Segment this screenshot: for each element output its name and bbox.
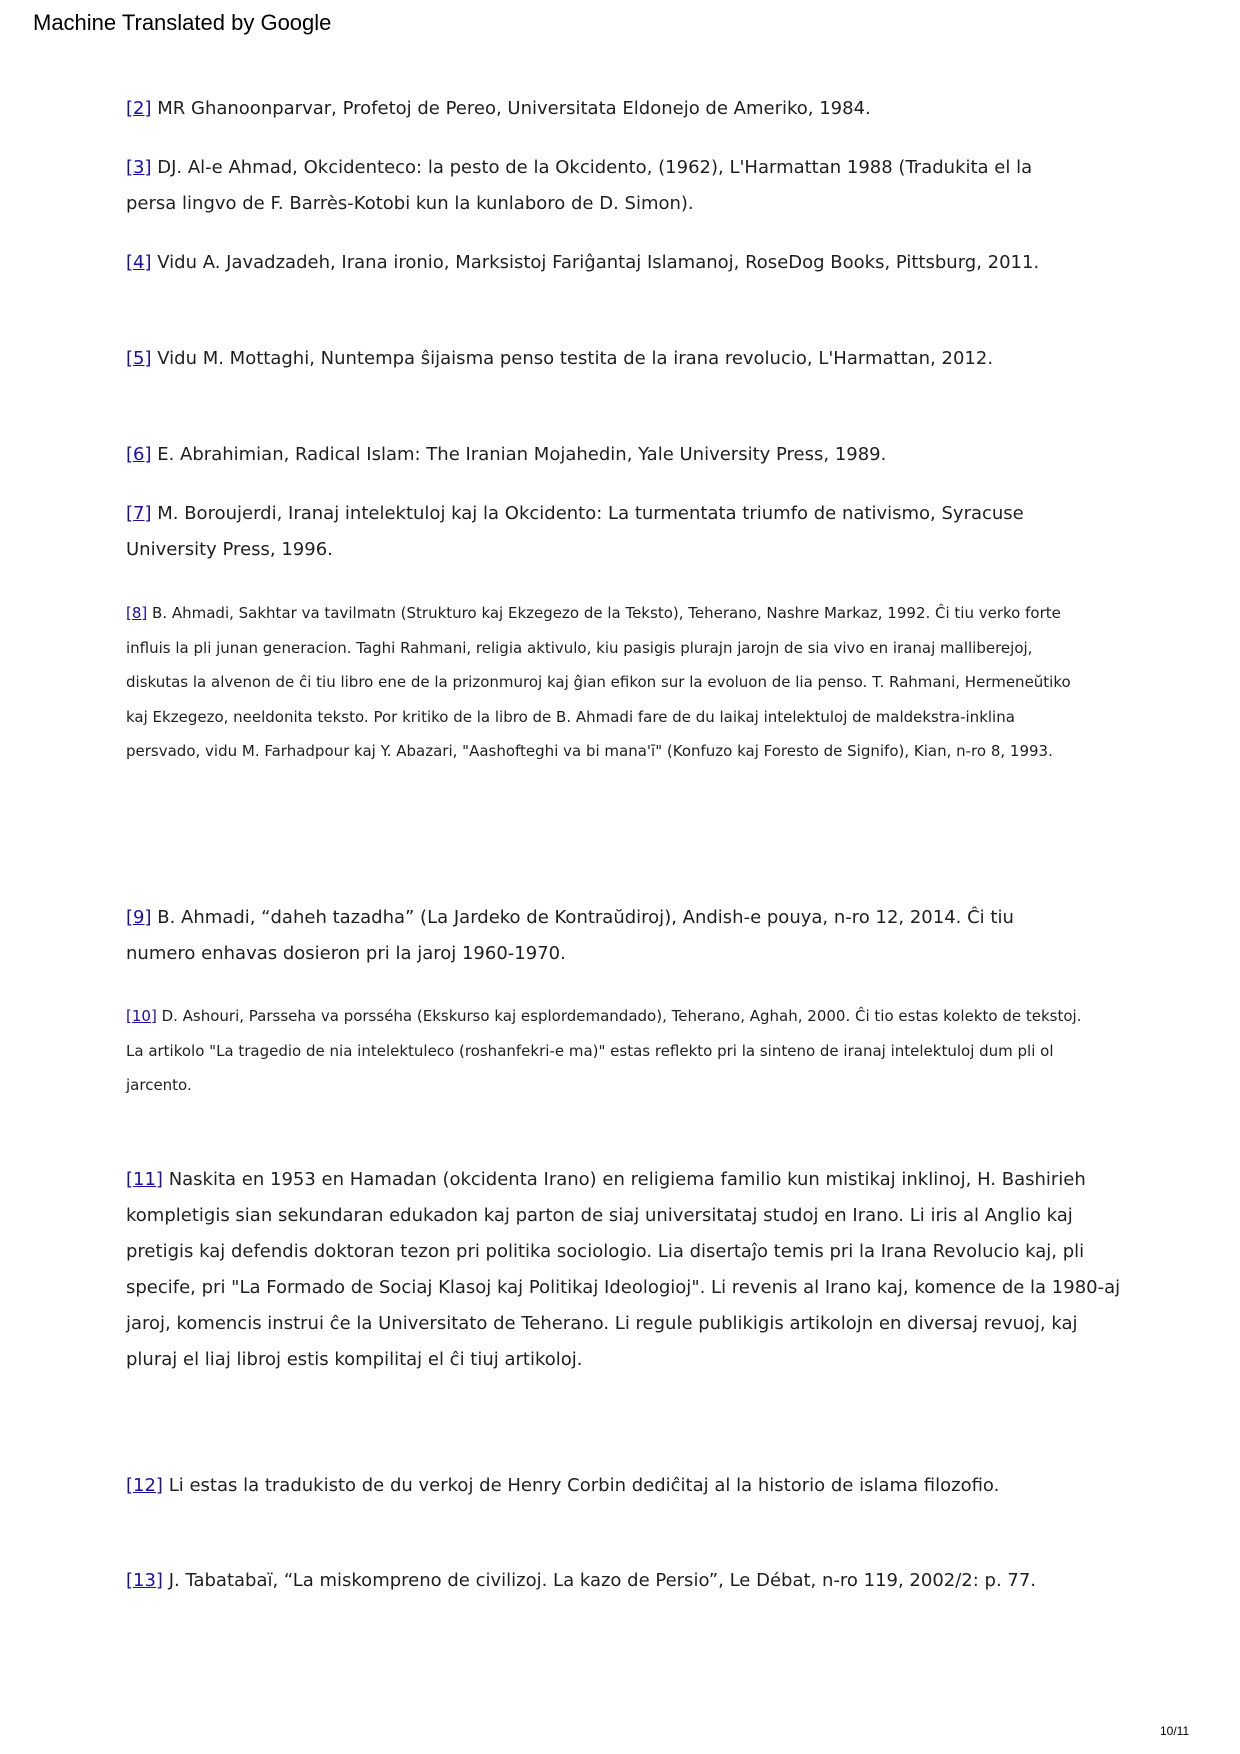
footnote-ref-4[interactable]: [4] [126,252,152,273]
footnote-text-2: MR Ghanoonparvar, Profetoj de Pereo, Universitata Eldonejo de Ameriko, 1984. [157,98,871,119]
footnote-7 [126,496,1101,568]
footnote-3 [126,150,1066,222]
footnote-ref-9[interactable]: [9] [126,907,152,928]
footnote-6 [126,437,1116,473]
footnote-text-4: Vidu A. Javadzadeh, Irana ironio, Marksistoj Fariĝantaj Islamanoj, RoseDog Books, Pittsburg, 2011. [157,252,1040,273]
footnote-ref-13[interactable]: [13] [126,1570,163,1591]
footnote-ref-10[interactable]: [10] [126,1007,157,1025]
footnote-4 [126,245,1116,281]
footnote-ref-11[interactable]: [11] [126,1169,163,1190]
footnote-ref-2[interactable]: [2] [126,98,152,119]
footnote-5 [126,341,1116,377]
footnote-ref-3[interactable]: [3] [126,157,152,178]
machine-translation-banner: Machine Translated by Google [33,10,332,35]
footnote-text-9: B. Ahmadi, “daheh tazadha” (La Jardeko de Kontraŭdiroj), Andish-e pouya, n-ro 12, 2014. Ĉi tiu numero enhavas dosieron pri la jaroj 1960-1970. [126,907,1014,964]
footnote-text-7: M. Boroujerdi, Iranaj intelektuloj kaj la Okcidento: La turmentata triumfo de nativismo, Syracuse University Press, 1996. [126,503,1024,560]
footnote-text-8: B. Ahmadi, Sakhtar va tavilmatn (Strukturo kaj Ekzegezo de la Teksto), Teherano, Nashre Markaz, 1992. Ĉi tiu verko forte influis la pli junan generacion. Taghi Rahmani, religia aktivulo, kiu pasigis plurajn jarojn de sia vivo en iranaj malliberejoj, diskutas la alvenon de ĉi tiu libro ene de la prizonmuroj kaj ĝian efikon sur la evoluon de lia penso. T. Rahmani, Hermeneŭtiko kaj Ekzegezo, neeldonita teksto. Por kritiko de la libro de B. Ahmadi fare de du laikaj intelektuloj de maldekstra-inklina persvado, vidu M. Farhadpour kaj Y. Abazari, "Aashofteghi va bi mana'ī" (Konfuzo kaj Foresto de Signifo), Kian, n-ro 8, 1993. [126,604,1071,760]
footnote-12 [126,1468,1116,1504]
footnote-text-6: E. Abrahimian, Radical Islam: The Iranian Mojahedin, Yale University Press, 1989. [157,444,887,465]
footnote-ref-5[interactable]: [5] [126,348,152,369]
footnote-2 [126,91,1116,127]
footnote-text-13: J. Tabatabaï, “La miskompreno de civilizoj. La kazo de Persio”, Le Débat, n-ro 119, 2002/2: p. 77. [168,1570,1037,1591]
footnote-text-5: Vidu M. Mottaghi, Nuntempa ŝijaisma penso testita de la irana revolucio, L'Harmattan, 2012. [157,348,994,369]
footnote-13 [126,1563,1116,1599]
footnote-ref-12[interactable]: [12] [126,1475,163,1496]
page-number: 10/11 [1160,1724,1190,1738]
footnote-9 [126,900,1046,972]
footnote-ref-7[interactable]: [7] [126,503,152,524]
footnote-text-10: D. Ashouri, Parsseha va porsséha (Ekskurso kaj esplordemandado), Teherano, Aghah, 2000. Ĉi tio estas kolekto de tekstoj. La artikolo "La tragedio de nia intelektuleco (roshanfekri-e ma)" estas reflekto pri la sinteno de iranaj intelektuloj dum pli ol jarcento. [126,1007,1082,1094]
footnote-ref-6[interactable]: [6] [126,444,152,465]
footnote-8 [126,596,1091,769]
footnote-text-11: Naskita en 1953 en Hamadan (okcidenta Irano) en religiema familio kun mistikaj inklinoj, H. Bashirieh kompletigis sian sekundaran edukadon kaj parton de siaj universitataj studoj en Irano. Li iris al Anglio kaj pretigis kaj defendis doktoran tezon pri politika sociologio. Lia disertaĵo temis pri la Irana Revolucio kaj, pli specife, pri "La Formado de Sociaj Klasoj kaj Politikaj Ideologioj". Li revenis al Irano kaj, komence de la 1980-aj jaroj, komencis instrui ĉe la Universitato de Teherano. Li regule publikigis artikolojn en diversaj revuoj, kaj pluraj el liaj libroj estis kompilitaj el ĉi tiuj artikoloj. [126,1169,1121,1370]
footnote-11 [126,1162,1121,1378]
footnote-text-3: DJ. Al-e Ahmad, Okcidenteco: la pesto de la Okcidento, (1962), L'Harmattan 1988 (Tradukita el la persa lingvo de F. Barrès-Kotobi kun la kunlaboro de D. Simon). [126,157,1033,214]
footnote-ref-8[interactable]: [8] [126,604,148,622]
footnote-text-12: Li estas la tradukisto de du verkoj de Henry Corbin dediĉitaj al la historio de islama filozofio. [168,1475,1000,1496]
footnote-10 [126,999,1086,1103]
